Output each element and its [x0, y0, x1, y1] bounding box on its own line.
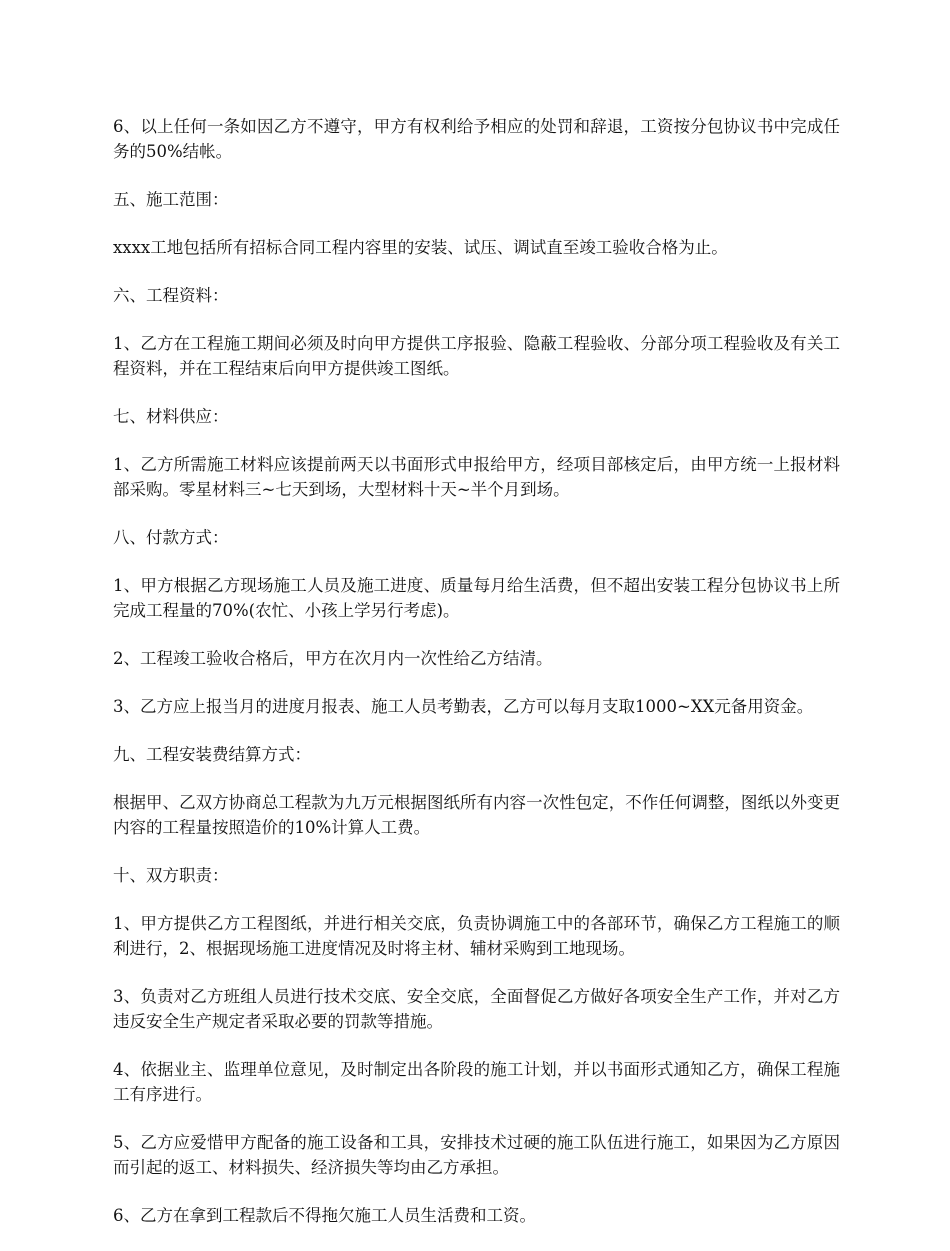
paragraph-responsibility-5: 5、乙方应爱惜甲方配备的施工设备和工具，安排技术过硬的施工队伍进行施工，如果因为乙方原因而引起的返工、材料损失、经济损失等均由乙方承担。	[113, 1133, 840, 1177]
paragraph-responsibility-4: 4、依据业主、监理单位意见，及时制定出各阶段的施工计划，并以书面形式通知乙方，确保工程施工有序进行。	[113, 1060, 840, 1104]
heading-settlement-method: 九、工程安装费结算方式：	[113, 745, 311, 764]
paragraph-documents-1: 1、乙方在工程施工期间必须及时向甲方提供工序报验、隐蔽工程验收、分部分项工程验收及有关工程资料，并在工程结束后向甲方提供竣工图纸。	[113, 334, 840, 378]
paragraph-responsibility-1: 1、甲方提供乙方工程图纸，并进行相关交底，负责协调施工中的各部环节，确保乙方工程施工的顺利进行，2、根据现场施工进度情况及时将主材、辅材采购到工地现场。	[113, 914, 840, 958]
paragraph-payment-2: 2、工程竣工验收合格后，甲方在次月内一次性给乙方结清。	[113, 649, 553, 668]
paragraph-settlement: 根据甲、乙双方协商总工程款为九万元根据图纸所有内容一次性包定，不作任何调整，图纸以外变更内容的工程量按照造价的10%计算人工费。	[113, 793, 840, 837]
heading-project-documents: 六、工程资料：	[113, 286, 229, 305]
paragraph-payment-3: 3、乙方应上报当月的进度月报表、施工人员考勤表，乙方可以每月支取1000~XX元备用资金。	[113, 697, 814, 716]
paragraph-payment-1: 1、甲方根据乙方现场施工人员及施工进度、质量每月给生活费，但不超出安装工程分包协议书上所完成工程量的70%(农忙、小孩上学另行考虑)。	[113, 576, 840, 620]
document-body	[113, 114, 840, 1251]
heading-material-supply: 七、材料供应：	[113, 407, 229, 426]
paragraph-scope: xxxx工地包括所有招标合同工程内容里的安装、试压、调试直至竣工验收合格为止。	[113, 238, 728, 257]
paragraph-responsibility-3: 3、负责对乙方班组人员进行技术交底、安全交底，全面督促乙方做好各项安全生产工作，并对乙方违反安全生产规定者采取必要的罚款等措施。	[113, 987, 840, 1031]
heading-responsibilities: 十、双方职责：	[113, 866, 229, 885]
heading-payment-method: 八、付款方式：	[113, 528, 229, 547]
paragraph-responsibility-6: 6、乙方在拿到工程款后不得拖欠施工人员生活费和工资。	[113, 1206, 536, 1225]
paragraph-penalty-clause: 6、以上任何一条如因乙方不遵守，甲方有权利给予相应的处罚和辞退，工资按分包协议书中完成任务的50%结帐。	[113, 117, 840, 161]
paragraph-materials-1: 1、乙方所需施工材料应该提前两天以书面形式申报给甲方，经项目部核定后，由甲方统一上报材料部采购。零星材料三~七天到场，大型材料十天~半个月到场。	[113, 455, 840, 499]
heading-construction-scope: 五、施工范围：	[113, 190, 229, 209]
